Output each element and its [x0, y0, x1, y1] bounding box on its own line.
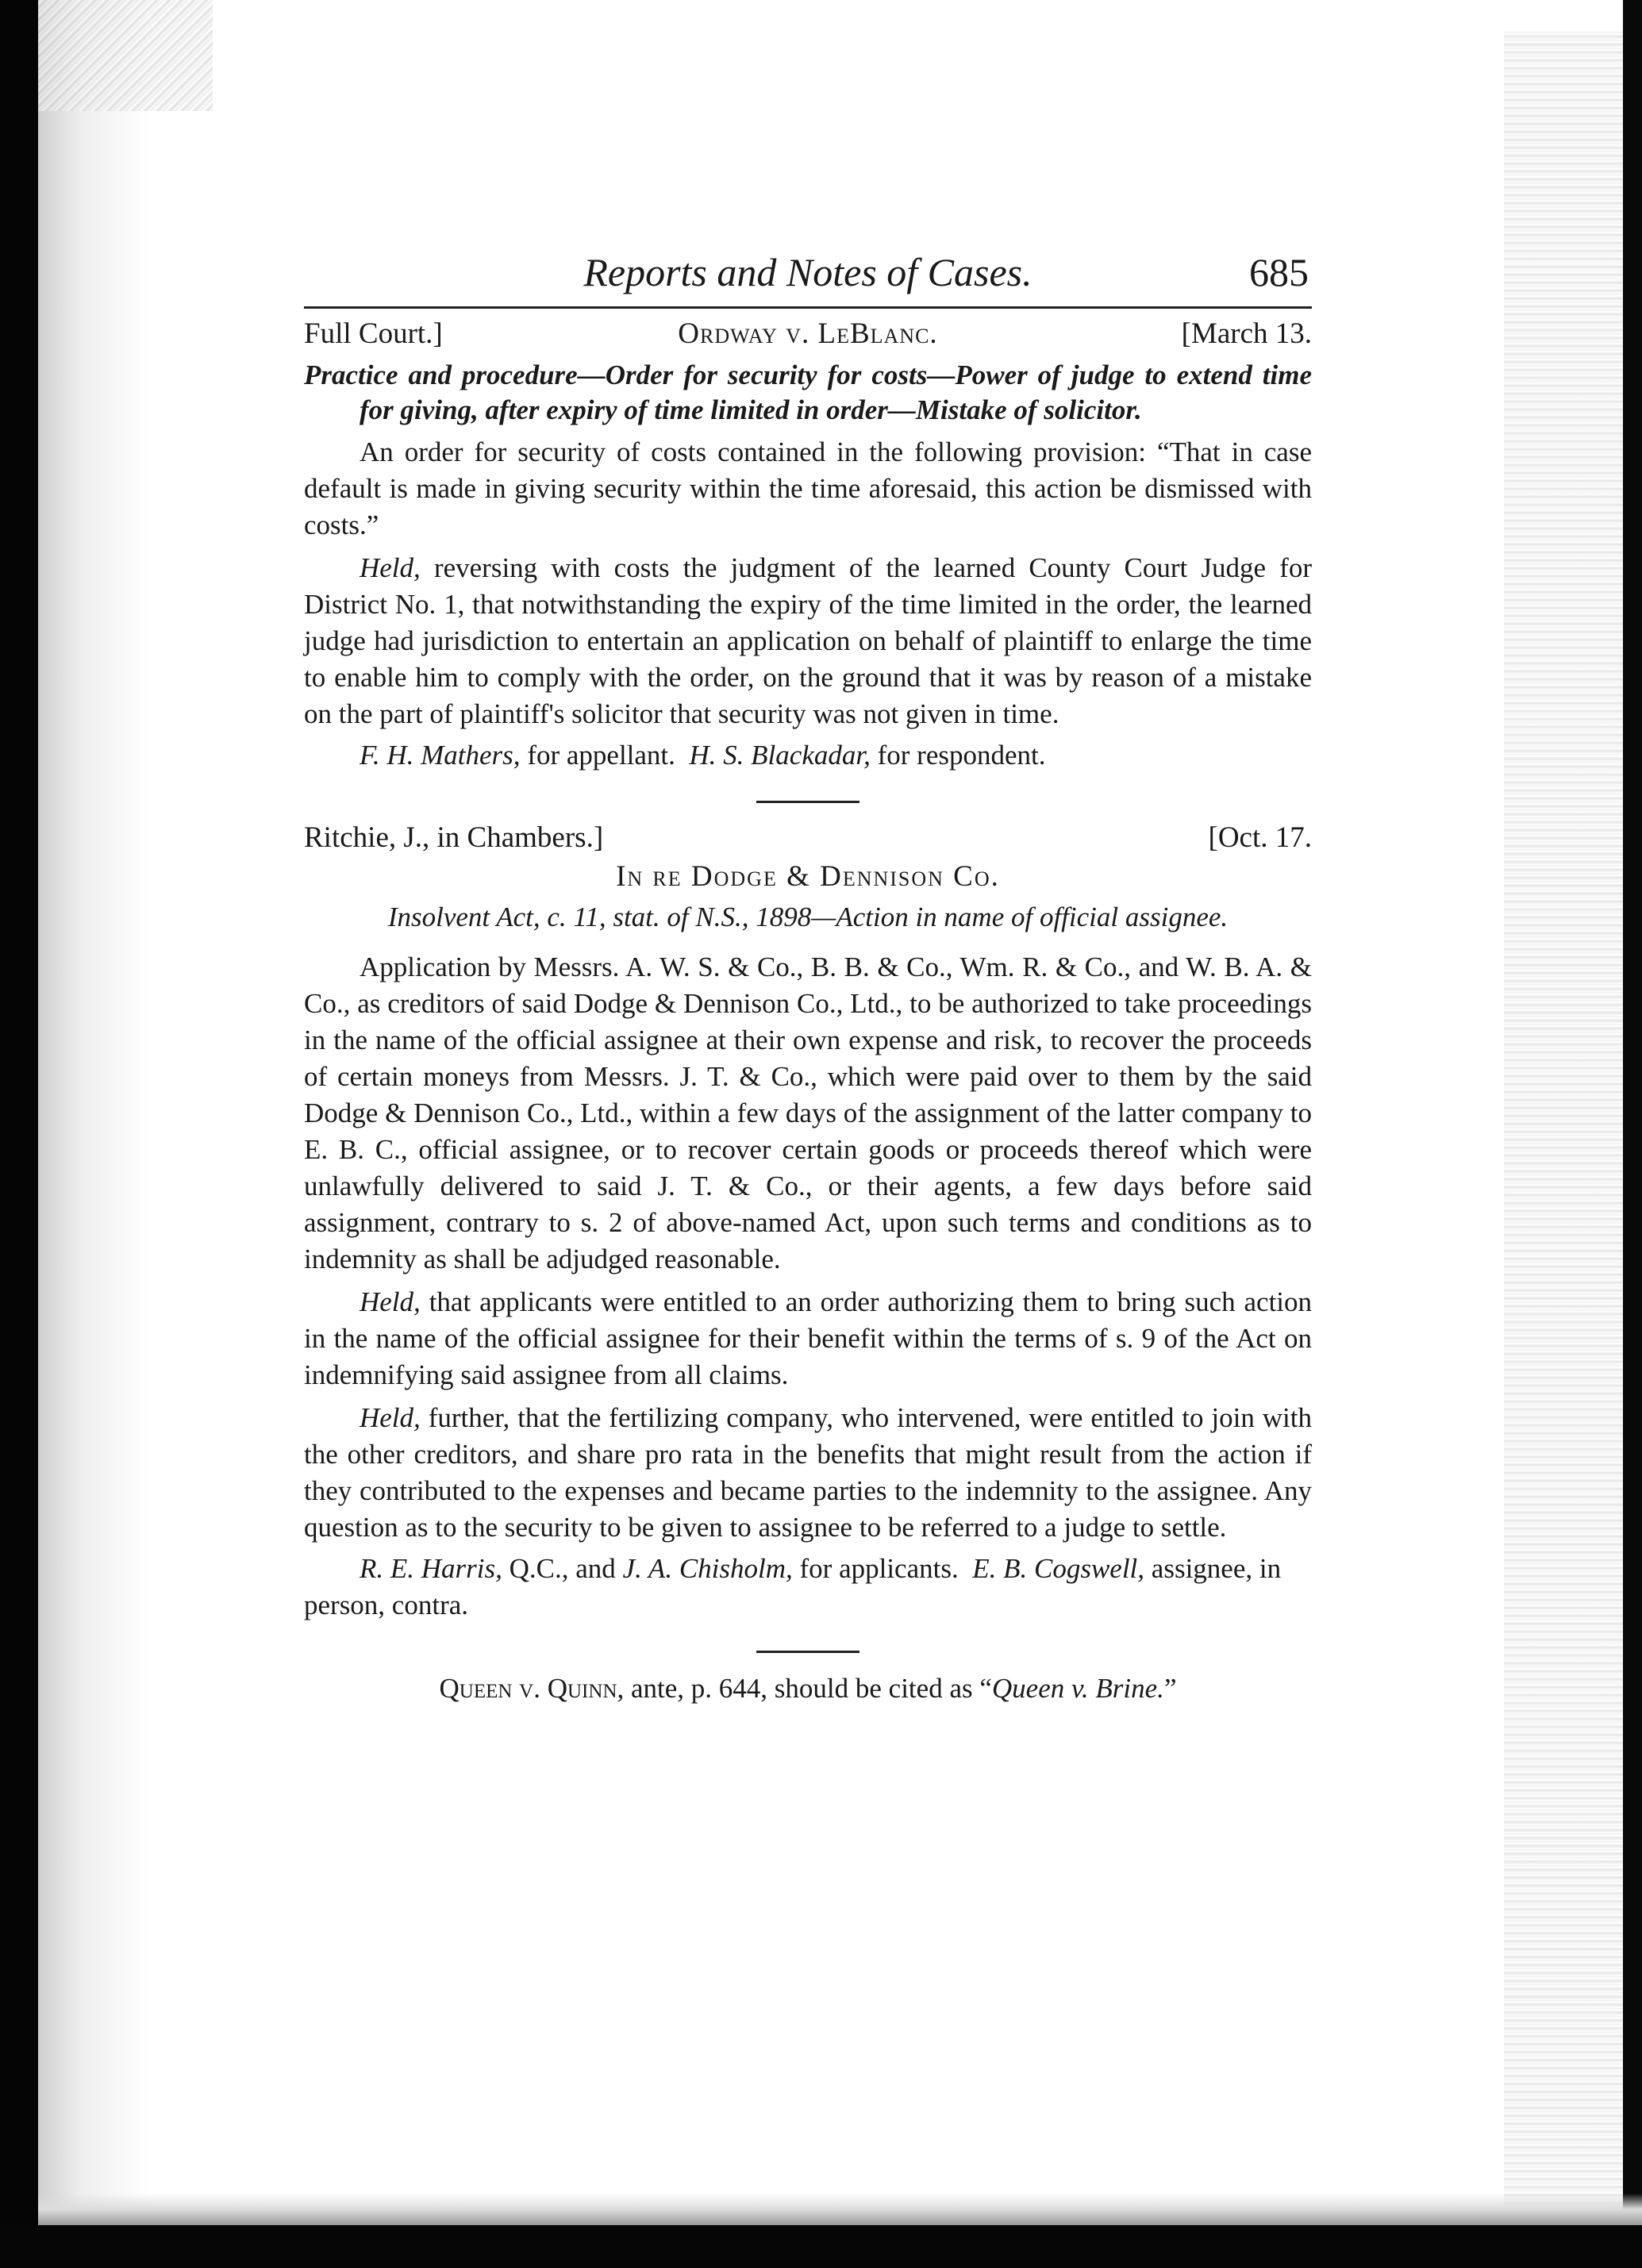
case1-held-label: Held,	[360, 552, 421, 583]
case1-title: Ordway v. LeBlanc.	[678, 317, 938, 350]
scan-border-right	[1623, 0, 1642, 2268]
case1-court: Full Court.]	[304, 317, 443, 350]
case2-para1: Application by Messrs. A. W. S. & Co., B. B. & Co., Wm. R. & Co., and W. B. A. & Co., as creditors of said Dodge & Dennison Co., Ltd., to be authorized to take proceedings in the name of the official assignee at their own expense and risk, to recover the proceeds of certain moneys from Messrs. J. T. & Co., which were paid over to them by the said Dodge & Dennison Co., Ltd., within a few days of the assignment of the latter company to E. B. C., official assignee, or to recover certain goods or proceeds thereof which were unlawfully delivered to said J. T. & Co., or their agents, a few days before said assignment, contrary to s. 2 of above-named Act, upon such terms and conditions as to indemnity as shall be adjudged reasonable.	[304, 951, 1312, 1274]
section-divider-1	[756, 801, 859, 803]
counsel1-suffix: Q.C., and	[509, 1553, 616, 1584]
case2-headnote: Insolvent Act, c. 11, stat. of N.S., 1898—Action in name of official assignee.	[387, 901, 1229, 932]
scan-shadow-left	[38, 0, 149, 2268]
case2-counsel	[304, 1551, 1312, 1624]
erratum-text: ante, p. 644, should be cited as “	[631, 1673, 992, 1704]
erratum-note	[304, 1670, 1312, 1707]
case1-held-text: reversing with costs the judgment of the learned County Court Judge for District No. 1, that notwithstanding the expiry of the time limited in the order, the learned judge had jurisdiction to entertain an application on behalf of plaintiff to enlarge the time to enable him to comply with the order, on the ground that it was by reason of a mistake on the part of plaintiff's solicitor that security was not given in time.	[304, 552, 1312, 729]
counsel3-name: E. B. Cogswell,	[972, 1553, 1145, 1584]
scan-border-left	[0, 0, 38, 2268]
counsel3-suffix: assignee, in person, contra.	[304, 1553, 1282, 1620]
case2-date: [Oct. 17.	[1208, 821, 1312, 854]
scan-shadow-bottom	[38, 2193, 1642, 2225]
case1-headnote: Practice and procedure—Order for security for costs—Power of judge to extend time for giving, after expiry of time limited in order—Mistake of solicitor.	[304, 359, 1312, 425]
case1-date: [March 13.	[1181, 317, 1312, 350]
counsel2-name: J. A. Chisholm,	[622, 1553, 793, 1584]
case2-held1-text: that applicants were entitled to an order authorizing them to bring such action in the name of the official assignee for their benefit within the terms of s. 9 of the Act on indemnifying said assignee from all claims.	[304, 1286, 1313, 1390]
case2-held2-text: further, that the fertilizing company, who intervened, were entitled to join with the other creditors, and share pro rata in the benefits that might result from the action if they contributed to the expenses and became parties to the indemnity to the assignee. Any question as to the security to be given to assignee to be referred to a judge to settle.	[304, 1402, 1312, 1543]
counsel-appellant-name: F. H. Mathers,	[360, 740, 521, 771]
case2-held2-label: Held,	[360, 1402, 421, 1433]
section-divider-2	[756, 1651, 859, 1653]
case2-held1	[304, 1284, 1312, 1393]
erratum-case: Queen v. Quinn,	[439, 1673, 625, 1704]
scan-noise-top-left	[38, 0, 213, 111]
case1-held	[304, 550, 1312, 732]
counsel-respondent-role: for respondent.	[877, 740, 1046, 771]
case2-held2	[304, 1400, 1312, 1546]
counsel-respondent-name: H. S. Blackadar,	[689, 740, 871, 771]
counsel-appellant-role: for appellant.	[527, 740, 675, 771]
page-number: 685	[1249, 250, 1309, 294]
scan-noise-right	[1504, 32, 1623, 2222]
erratum-close: ”	[1163, 1673, 1177, 1704]
erratum-corrected: Queen v. Brine.	[991, 1673, 1164, 1704]
counsel2-suffix: for applicants.	[799, 1553, 959, 1584]
running-head	[304, 238, 1312, 302]
counsel1-name: R. E. Harris,	[360, 1553, 502, 1584]
case1-heading	[304, 309, 1312, 353]
case1-para1: An order for security of costs contained in the following provision: “That in case default is made in giving security within the time aforesaid, this action be dismissed with costs.”	[304, 436, 1312, 540]
case1-counsel	[304, 737, 1312, 774]
case2-title: In re Dodge & Dennison Co.	[616, 860, 1000, 893]
running-title: Reports and Notes of Cases.	[583, 250, 1032, 294]
document-page	[304, 238, 1312, 1707]
case2-court: Ritchie, J., in Chambers.]	[304, 821, 604, 854]
scan-border-bottom	[0, 2225, 1642, 2268]
case2-held1-label: Held,	[360, 1286, 421, 1317]
case2-heading	[304, 821, 1312, 859]
